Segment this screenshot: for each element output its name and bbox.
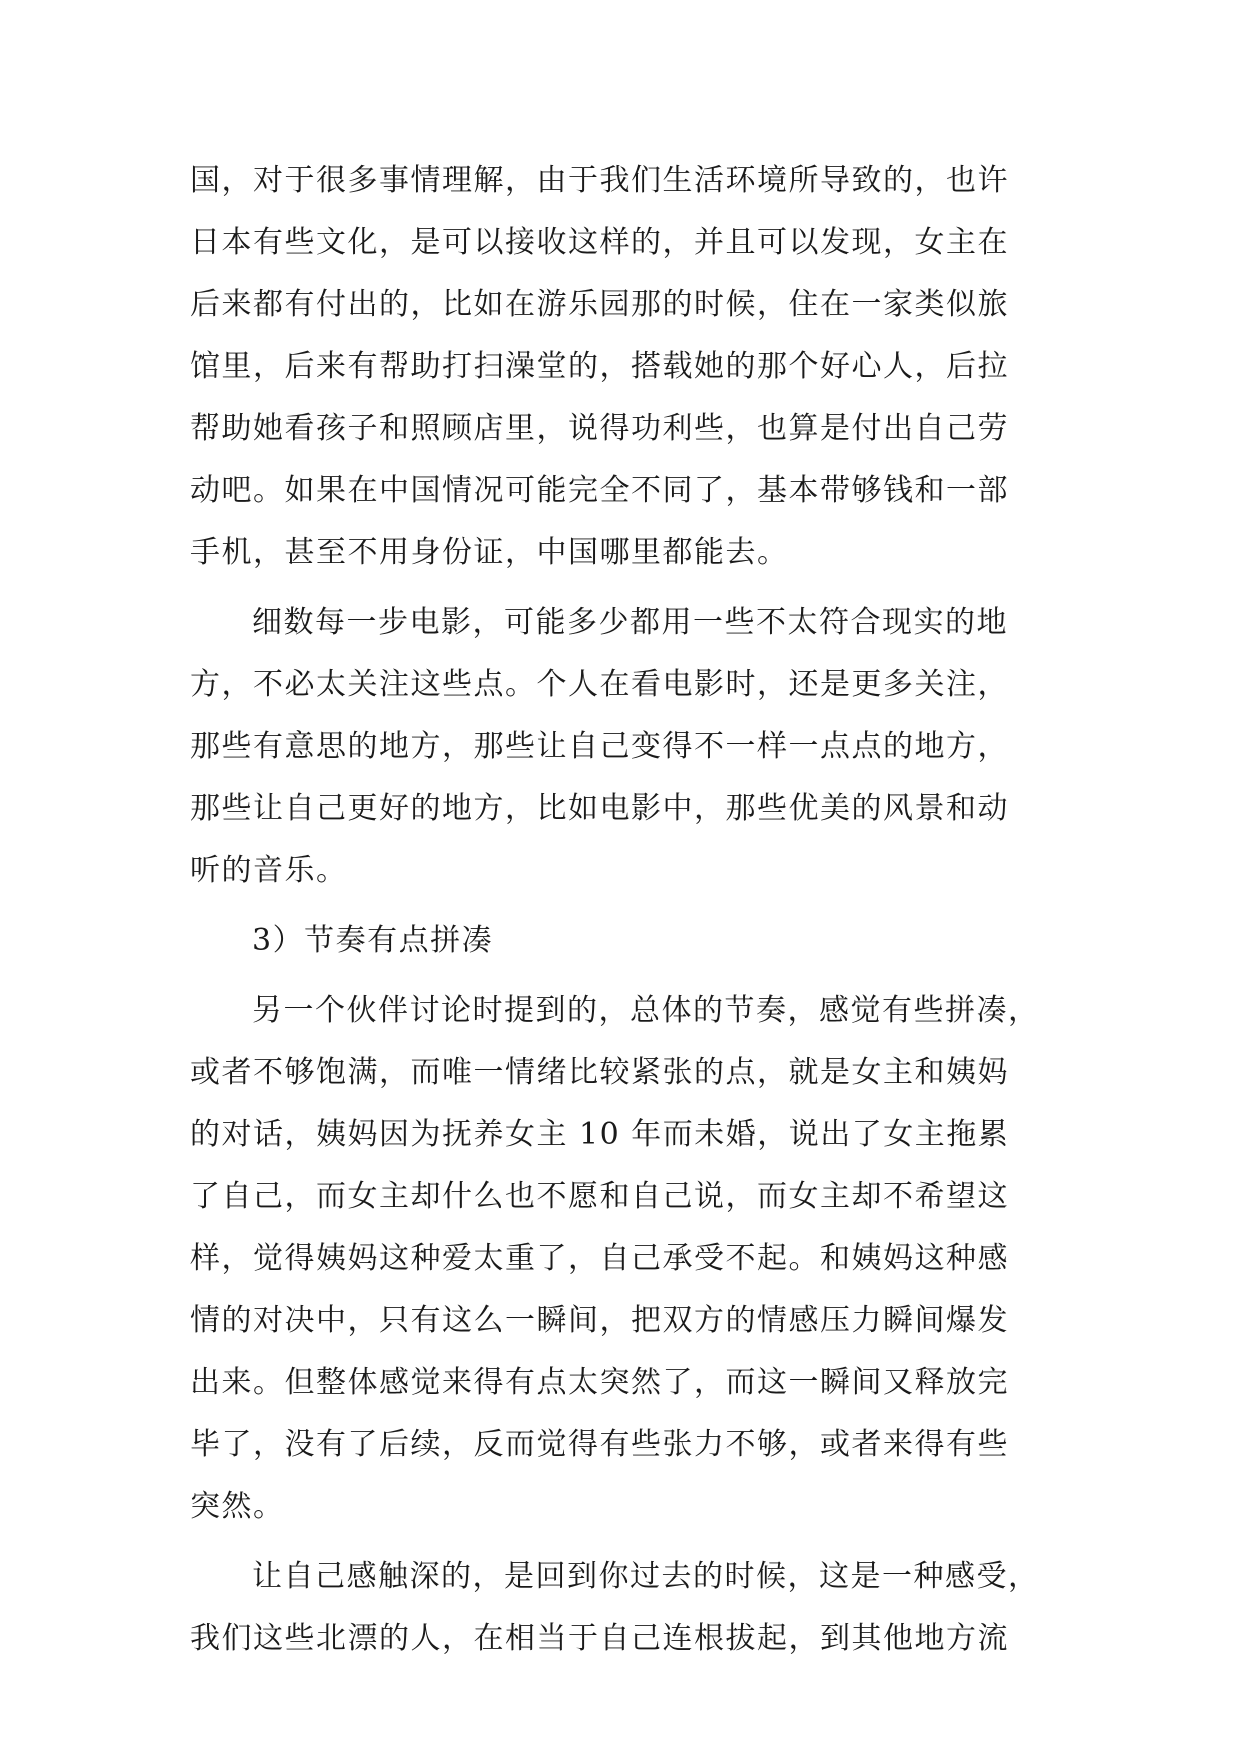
text-line: 动吧。如果在中国情况可能完全不同了，基本带够钱和一部 (190, 473, 1009, 508)
paragraph-4 (190, 1546, 1070, 1670)
text-line: 国，对于很多事情理解，由于我们生活环境所导致的，也许 (190, 163, 1009, 198)
text-line: 我们这些北漂的人，在相当于自己连根拔起，到其他地方流 (190, 1621, 1009, 1656)
text-line: 馆里，后来有帮助打扫澡堂的，搭载她的那个好心人，后拉 (190, 349, 1009, 384)
text-line: 那些有意思的地方，那些让自己变得不一样一点点的地方， (190, 729, 1009, 764)
text-line: 突然。 (190, 1489, 285, 1524)
text-line: 手机，甚至不用身份证，中国哪里都能去。 (190, 535, 789, 570)
text-line: 情的对决中，只有这么一瞬间，把双方的情感压力瞬间爆发 (190, 1303, 1009, 1338)
text-line: 毕了，没有了后续，反而觉得有些张力不够，或者来得有些 (190, 1427, 1009, 1462)
text-line: 方，不必太关注这些点。个人在看电影时，还是更多关注， (190, 667, 1009, 702)
paragraph-2 (190, 592, 1070, 902)
text-line: 细数每一步电影，可能多少都用一些不太符合现实的地 (252, 605, 1008, 640)
text-line: 样，觉得姨妈这种爱太重了，自己承受不起。和姨妈这种感 (190, 1241, 1009, 1276)
paragraph-3 (190, 980, 1070, 1538)
section-heading-text: 3）节奏有点拼凑 (252, 923, 494, 958)
text-line: 日本有些文化，是可以接收这样的，并且可以发现，女主在 (190, 225, 1009, 260)
text-line: 后来都有付出的，比如在游乐园那的时候，住在一家类似旅 (190, 287, 1009, 322)
paragraph-1 (190, 150, 1070, 584)
text-line: 了自己，而女主却什么也不愿和自己说，而女主却不希望这 (190, 1179, 1009, 1214)
text-line: 那些让自己更好的地方，比如电影中，那些优美的风景和动 (190, 791, 1009, 826)
text-line: 听的音乐。 (190, 853, 348, 888)
text-line: 或者不够饱满，而唯一情绪比较紧张的点，就是女主和姨妈 (190, 1055, 1009, 1090)
text-line: 另一个伙伴讨论时提到的，总体的节奏，感觉有些拼凑， (252, 993, 1040, 1028)
text-line: 的对话，姨妈因为抚养女主 10 年而未婚，说出了女主拖累 (190, 1117, 1010, 1152)
text-line: 让自己感触深的，是回到你过去的时候，这是一种感受， (252, 1559, 1040, 1594)
text-line: 帮助她看孩子和照顾店里，说得功利些，也算是付出自己劳 (190, 411, 1009, 446)
section-heading (190, 910, 1070, 972)
document-body (190, 150, 1070, 1670)
text-line: 出来。但整体感觉来得有点太突然了，而这一瞬间又释放完 (190, 1365, 1009, 1400)
